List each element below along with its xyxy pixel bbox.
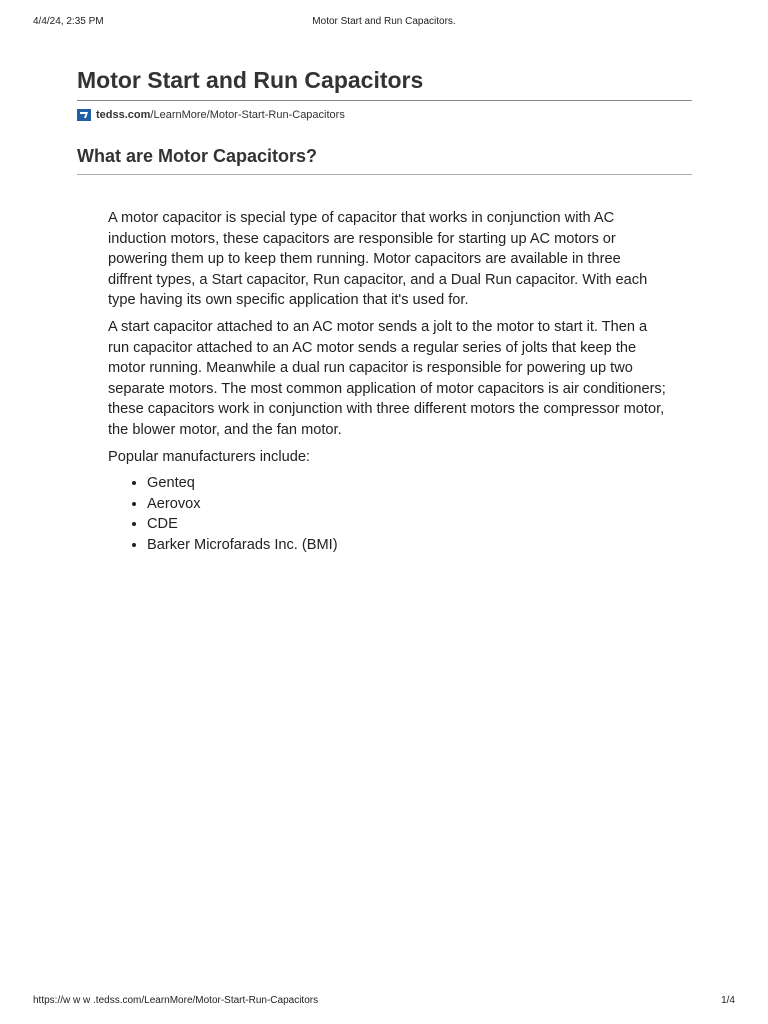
article-body bbox=[108, 208, 668, 556]
source-link[interactable] bbox=[77, 107, 692, 123]
section-title: What are Motor Capacitors? bbox=[77, 143, 692, 175]
page-number: 1/4 bbox=[721, 995, 735, 1006]
print-footer bbox=[0, 995, 768, 1009]
source-domain: tedss.com bbox=[96, 109, 151, 121]
tedss-logo-icon bbox=[77, 109, 91, 121]
page-title: Motor Start and Run Capacitors bbox=[77, 64, 692, 101]
print-footer-url: https://w w w .tedss.com/LearnMore/Motor-Start-Run-Capacitors bbox=[33, 995, 319, 1006]
list-item: • Genteq bbox=[147, 473, 668, 494]
list-item: • Barker Microfarads Inc. (BMI) bbox=[147, 535, 668, 556]
list-item: • Aerovox bbox=[147, 494, 668, 515]
manufacturers-list bbox=[108, 473, 668, 555]
source-path: /LearnMore/Motor-Start-Run-Capacitors bbox=[150, 109, 345, 121]
paragraph: A motor capacitor is special type of capacitor that works in conjunction with AC induction motors, these capacitors are responsible for starting up AC motors or powering them up to keep them running. Motor capacitors are available in three diffrent types, a Start capacitor, Run capacitor, and a Dual Run capacitor. With each type having its own specific application that it's used for. bbox=[108, 210, 648, 309]
print-datetime: 4/4/24, 2:35 PM bbox=[33, 16, 104, 27]
article bbox=[77, 64, 692, 556]
print-document-title: Motor Start and Run Capacitors. bbox=[312, 16, 456, 27]
paragraph: Popular manufacturers include: bbox=[108, 448, 310, 465]
print-header bbox=[0, 16, 768, 30]
list-item: • CDE bbox=[147, 514, 668, 535]
paragraph: A start capacitor attached to an AC motor sends a jolt to the motor to start it. Then a run capacitor attached to an AC motor sends a regular series of jolts that keep the motor running. Meanwhile a dual run capacitor is responsible for powering up two separate motors. The most common application of motor capacitors is air conditioners; these capacitors work in conjunction with three different motors the compressor motor, the blower motor, and the fan motor. bbox=[108, 318, 666, 438]
